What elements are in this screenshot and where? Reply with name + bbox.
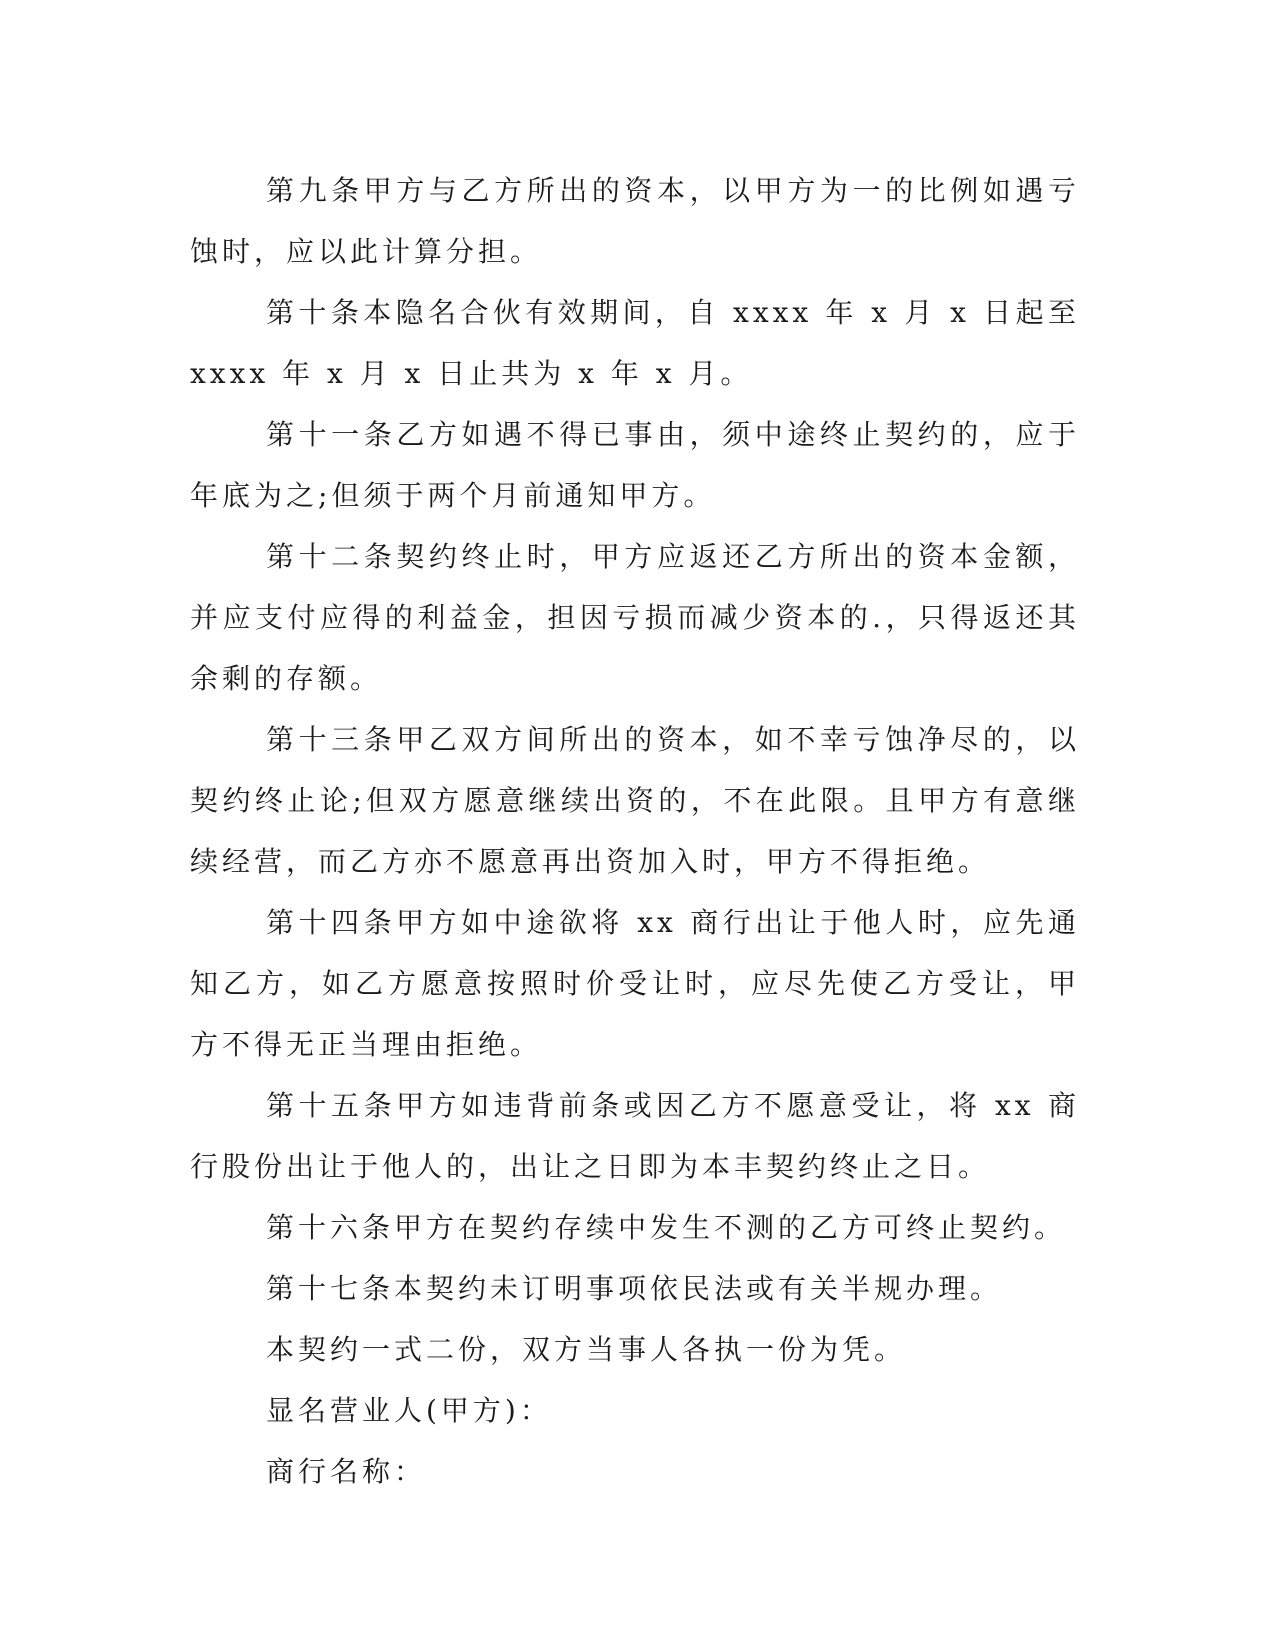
paragraph-article-12: 第十二条契约终止时，甲方应返还乙方所出的资本金额，并应支付应得的利益金，担因亏损而减少资本的.，只得返还其余剩的存额。 xyxy=(190,540,1080,695)
paragraph-article-11: 第十一条乙方如遇不得已事由，须中途终止契约的，应于年底为之;但须于两个月前通知甲方。 xyxy=(190,418,1080,512)
paragraph-article-17: 第十七条本契约未订明事项依民法或有关半规办理。 xyxy=(266,1272,1003,1305)
document-body xyxy=(190,160,1080,1502)
paragraph-article-9: 第九条甲方与乙方所出的资本，以甲方为一的比例如遇亏蚀时，应以此计算分担。 xyxy=(190,174,1080,268)
paragraph-article-16: 第十六条甲方在契约存续中发生不测的乙方可终止契约。 xyxy=(266,1211,1067,1244)
paragraph-copies-clause: 本契约一式二份，双方当事人各执一份为凭。 xyxy=(266,1333,907,1366)
paragraph-article-10: 第十条本隐名合伙有效期间，自 xxxx 年 x 月 x 日起至 xxxx 年 x 月 x 日止共为 x 年 x 月。 xyxy=(190,296,1080,390)
firm-name-label: 商行名称： xyxy=(266,1455,427,1488)
paragraph-article-14: 第十四条甲方如中途欲将 xx 商行出让于他人时，应先通知乙方，如乙方愿意按照时价受让时，应尽先使乙方受让，甲方不得无正当理由拒绝。 xyxy=(190,906,1080,1061)
signature-party-a-label: 显名营业人(甲方)： xyxy=(266,1394,552,1427)
paragraph-article-15: 第十五条甲方如违背前条或因乙方不愿意受让，将 xx 商行股份出让于他人的，出让之日即为本丰契约终止之日。 xyxy=(190,1089,1080,1183)
paragraph-article-13: 第十三条甲乙双方间所出的资本，如不幸亏蚀净尽的，以契约终止论;但双方愿意继续出资的，不在此限。且甲方有意继续经营，而乙方亦不愿意再出资加入时，甲方不得拒绝。 xyxy=(190,723,1080,878)
